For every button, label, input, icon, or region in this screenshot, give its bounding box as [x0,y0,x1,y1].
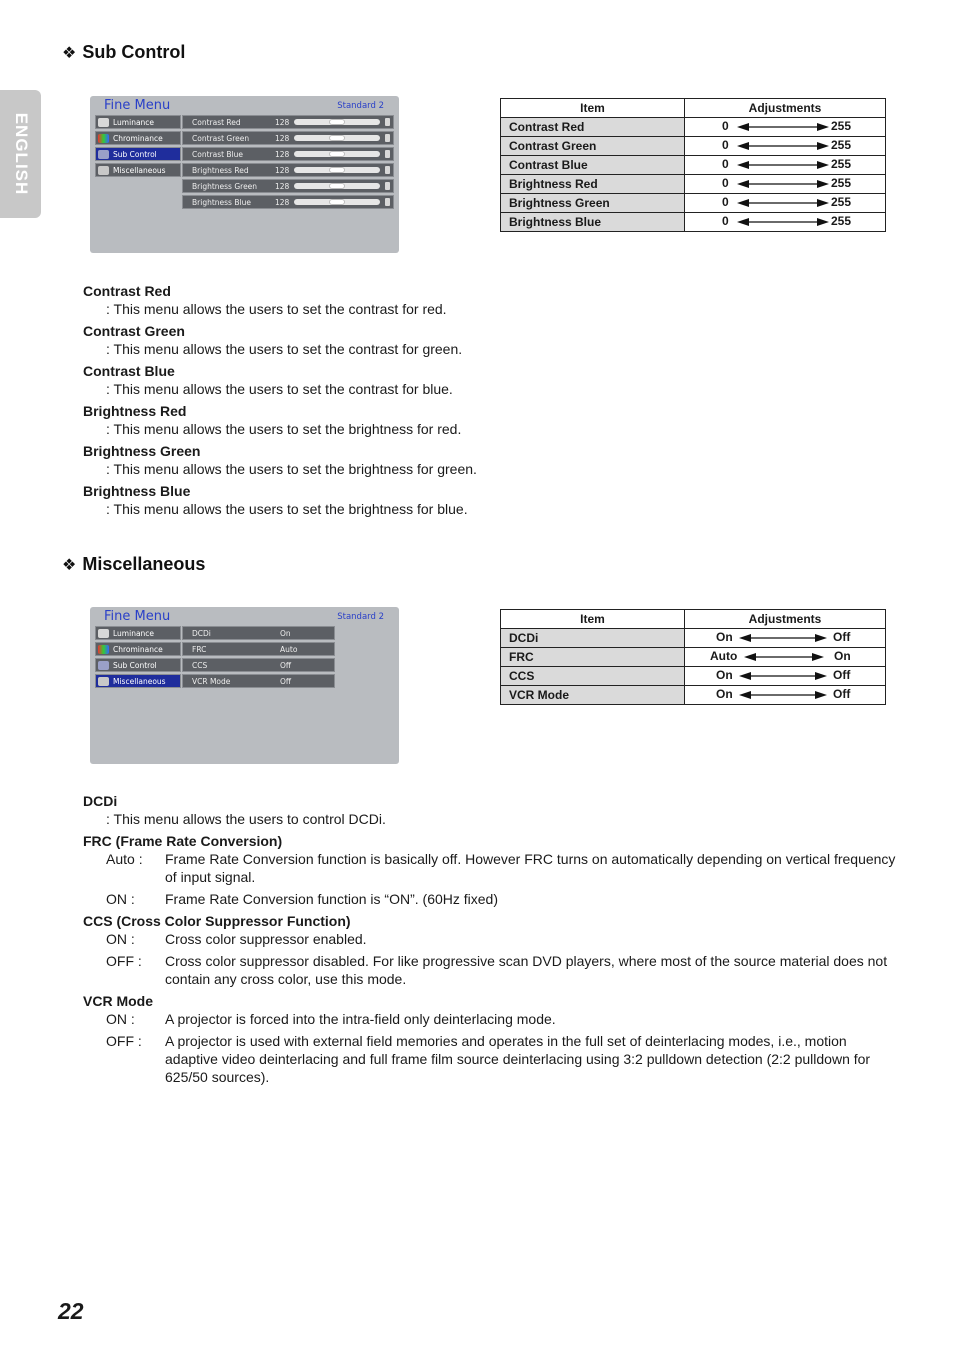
item-header: Item [501,99,685,118]
table-row: Contrast Red 0 255 [501,118,886,137]
osd-setting-row: Brightness Green 128 [182,179,394,193]
osd-slider [294,151,380,157]
chrominance-icon [98,645,109,654]
table-row: DCDi On Off [501,629,886,648]
description-text: : This menu allows the users to set the brightness for green. [106,461,477,477]
description-term: FRC (Frame Rate Conversion) [83,833,283,849]
item-header: Item [501,610,685,629]
table-row: Brightness Blue 0 255 [501,213,886,232]
description-text: : This menu allows the users to set the contrast for green. [106,341,463,357]
sub-control-osd-screenshot [90,96,399,253]
osd-setting-row: Contrast Blue 128 [182,147,394,161]
description-text: : This menu allows the users to set the contrast for blue. [106,381,453,397]
sub-control-icon [98,150,109,159]
osd-slider [294,167,380,173]
option-row: ON : A projector is forced into the intra-field only deinterlacing mode. [106,1011,556,1027]
table-row: VCR Mode On Off [501,686,886,705]
double-arrow-icon [737,217,829,227]
miscellaneous-icon [98,166,109,175]
option-row: OFF : A projector is used with external field memories and operates in the full set of deinterlacing modes, i.e., motion adaptive video deinterlacing and full frame film source deinterlacing using 3:2 pulldown detection (2:2 pulldown for 625/50 sources). [106,1033,871,1085]
description-text: : This menu allows the users to control DCDi. [106,811,386,827]
diamond-bullet-icon: ❖ [62,45,77,62]
osd-slider [294,119,380,125]
language-tab [0,90,41,218]
chrominance-icon [98,134,109,143]
option-row: ON : Cross color suppressor enabled. [106,931,367,947]
osd-setting-row: Brightness Blue 128 [182,195,394,209]
sub-control-descriptions [83,278,903,518]
description-term: VCR Mode [83,993,153,1009]
osd-nav-item: Miscellaneous [95,163,181,177]
osd-mode: Standard 2 [337,612,384,622]
description-term: DCDi [83,793,118,809]
osd-nav [95,115,181,179]
table-header-row [501,99,886,118]
sub-control-icon [98,661,109,670]
double-arrow-icon [737,122,829,132]
sub-control-heading [62,42,185,63]
description-term: Brightness Red [83,403,187,419]
description-term: CCS (Cross Color Suppressor Function) [83,913,351,929]
option-row: ON : Frame Rate Conversion function is “ON”. (60Hz fixed) [106,891,498,907]
table-row: Brightness Green 0 255 [501,194,886,213]
osd-nav-item: Chrominance [95,642,181,656]
osd-mode: Standard 2 [337,101,384,111]
double-arrow-icon [739,633,827,643]
description-term: Brightness Green [83,443,201,459]
description-text: : This menu allows the users to set the brightness for red. [106,421,462,437]
osd-slider [294,183,380,189]
osd-nav-item: Sub Control [95,658,181,672]
osd-slider [294,135,380,141]
osd-settings-area [182,626,335,690]
double-arrow-icon [737,160,829,170]
description-term: Contrast Red [83,283,171,299]
osd-settings-area [182,115,394,211]
table-row: Contrast Green 0 255 [501,137,886,156]
table-row: FRC Auto On [501,648,886,667]
description-term: Contrast Green [83,323,185,339]
double-arrow-icon [737,141,829,151]
miscellaneous-osd-screenshot [90,607,399,764]
description-term: Brightness Blue [83,483,191,499]
option-row: Auto : Frame Rate Conversion function is basically off. However FRC turns on automatically depending on vertical frequency of input signal. [106,851,896,885]
osd-setting-row: Contrast Green 128 [182,131,394,145]
miscellaneous-adjustments-table [500,609,886,705]
description-text: : This menu allows the users to set the brightness for blue. [106,501,468,517]
miscellaneous-descriptions [83,788,903,1086]
osd-nav-item: Chrominance [95,131,181,145]
table-header-row [501,610,886,629]
luminance-icon [98,118,109,127]
description-term: Contrast Blue [83,363,175,379]
osd-title: Fine Menu [104,98,171,113]
double-arrow-icon [737,179,829,189]
double-arrow-icon [737,198,829,208]
page-number: 22 [58,1298,84,1324]
miscellaneous-title: Miscellaneous [82,554,206,574]
osd-nav-item: Luminance [95,115,181,129]
sub-control-title: Sub Control [82,42,186,62]
table-row: CCS On Off [501,667,886,686]
osd-nav-item: Luminance [95,626,181,640]
option-row: OFF : Cross color suppressor disabled. For like progressive scan DVD players, where most of the source material does not contain any cross color, use this mode. [106,953,888,987]
adjustments-header: Adjustments [685,610,886,629]
description-text: : This menu allows the users to set the contrast for red. [106,301,447,317]
adjustments-header: Adjustments [685,99,886,118]
osd-nav-item-active: Miscellaneous [95,674,181,688]
double-arrow-icon [739,671,827,681]
table-row: Contrast Blue 0 255 [501,156,886,175]
diamond-bullet-icon: ❖ [62,557,77,574]
osd-setting-row: FRC Auto [182,642,335,656]
double-arrow-icon [744,652,824,662]
osd-setting-row: Brightness Red 128 [182,163,394,177]
miscellaneous-icon [98,677,109,686]
double-arrow-icon [739,690,827,700]
luminance-icon [98,629,109,638]
osd-setting-row: VCR Mode Off [182,674,335,688]
osd-nav-item-active: Sub Control [95,147,181,161]
table-row: Brightness Red 0 255 [501,175,886,194]
language-tab-label: ENGLISH [11,112,31,196]
osd-setting-row: DCDi On [182,626,335,640]
osd-setting-row: Contrast Red 128 [182,115,394,129]
sub-control-adjustments-table [500,98,886,232]
osd-setting-row: CCS Off [182,658,335,672]
miscellaneous-heading [62,554,205,575]
osd-nav [95,626,181,690]
osd-title: Fine Menu [104,609,171,624]
osd-slider [294,199,380,205]
